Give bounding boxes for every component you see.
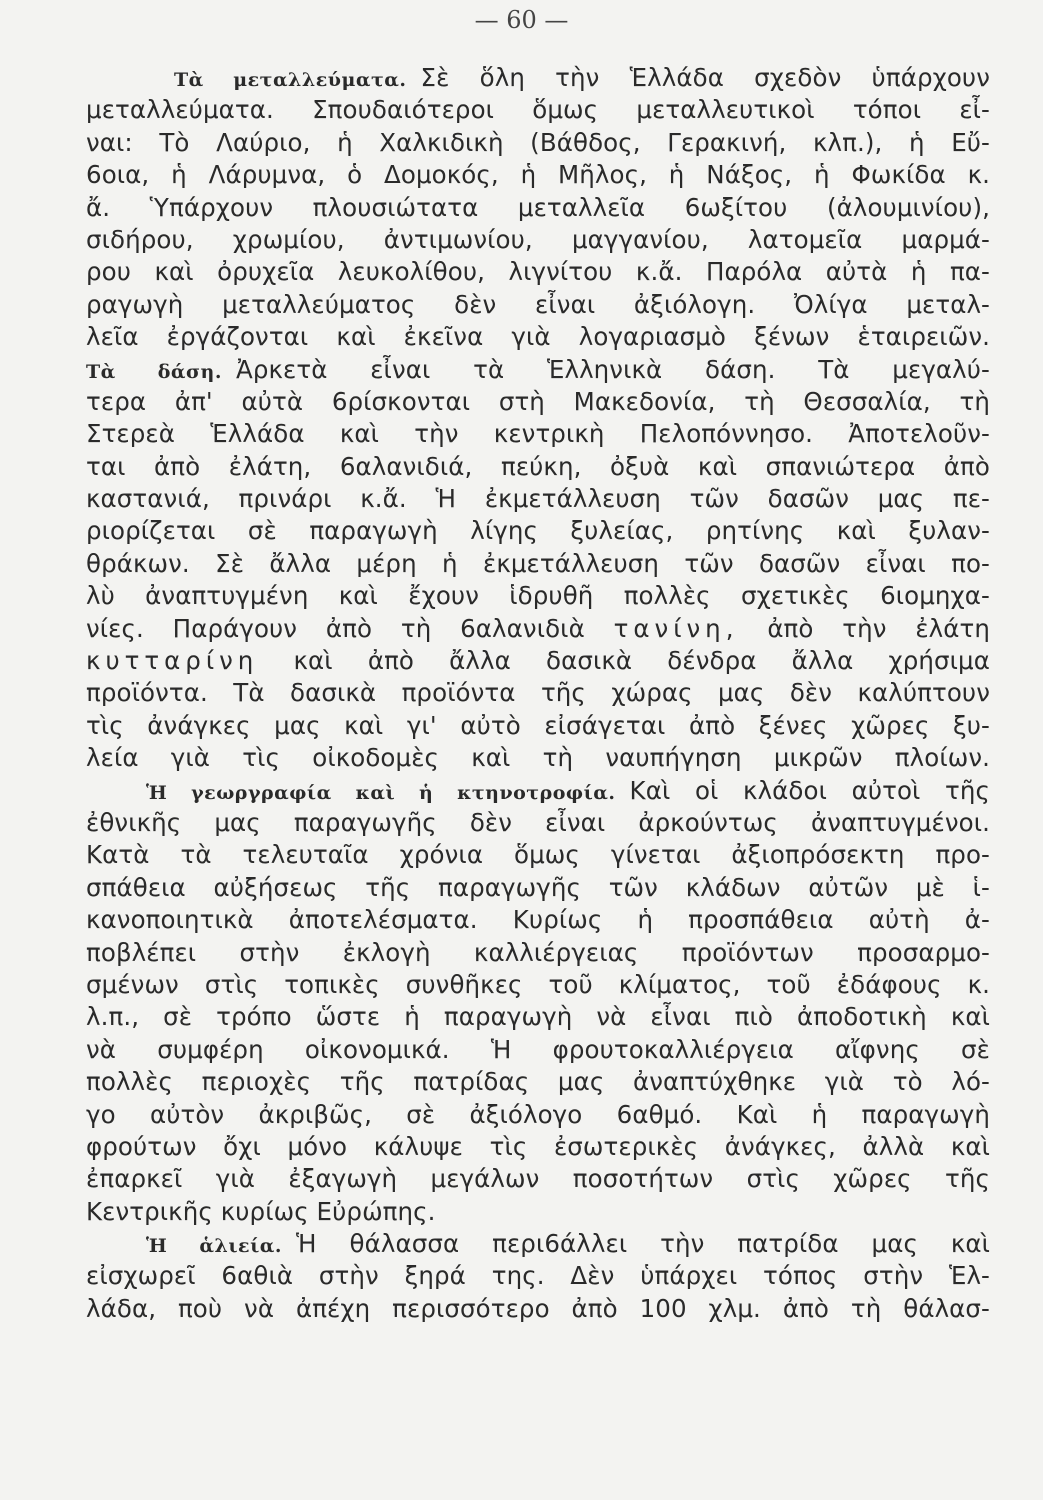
paragraph-agriculture bbox=[86, 775, 990, 1228]
text-line bbox=[86, 1228, 990, 1260]
text-line: λὺ ἀναπτυγμένη καὶ ἔχουν ἱδρυθῆ πολλὲς σχετικὲς 6ιομηχα- bbox=[86, 581, 990, 611]
text-line: προϊόντα. Τὰ δασικὰ προϊόντα τῆς χώρας μας δὲν καλύπτουν bbox=[86, 678, 990, 708]
page-number: — 60 — bbox=[474, 6, 569, 34]
text-run: Σὲ ὅλη τὴν Ἑλλάδα σχεδὸν ὑπάρχουν bbox=[420, 63, 990, 92]
text-line bbox=[86, 775, 990, 807]
text-run: Ἀρκετὰ εἶναι τὰ Ἑλληνικὰ δάση. Τὰ μεγαλύ- bbox=[235, 354, 990, 384]
text-line: σμένων στὶς τοπικὲς συνθῆκες τοῦ κλίματος, τοῦ ἐδάφους κ. bbox=[86, 969, 990, 999]
text-line: ναι: Τὸ Λαύριο, ἡ Χαλκιδικὴ (Βάθδος, Γερακινή, κλπ.), ἡ Εὔ- bbox=[86, 127, 990, 157]
text-line: φρούτων ὄχι μόνο κάλυψε τὶς ἐσωτερικὲς ἀνάγκες, ἀλλὰ καὶ bbox=[86, 1131, 990, 1161]
section-heading-mining: Τὰ μεταλλεύματα. bbox=[174, 69, 407, 91]
text-run: καὶ ἀπὸ ἄλλα δασικὰ δένδρα ἄλλα χρήσιμα bbox=[293, 646, 990, 676]
text-line: λ.π., σὲ τρόπο ὥστε ἡ παραγωγὴ νὰ εἶναι πιὸ ἀποδοτικὴ καὶ bbox=[86, 1002, 990, 1032]
text-line: λεῖα ἐργάζονται καὶ ἐκεῖνα γιὰ λογαριασμὸ ξένων ἑταιρειῶν. bbox=[86, 322, 990, 352]
paragraph-mining bbox=[86, 62, 990, 354]
paragraph-fishing bbox=[86, 1228, 990, 1325]
text-run: ἀπὸ τὴν ἐλάτη bbox=[767, 613, 991, 643]
section-heading-agriculture: Ἡ γεωργραφία καὶ ἡ κτηνοτροφία. bbox=[146, 781, 616, 804]
text-run: νίες. Παράγουν ἀπὸ τὴ 6αλανιδιὰ bbox=[86, 613, 585, 643]
text-line: ἐπαρκεῖ γιὰ ἐξαγωγὴ μεγάλων ποσοτήτων στὶς χῶρες τῆς bbox=[86, 1164, 990, 1194]
text-line: Κατὰ τὰ τελευταῖα χρόνια ὅμως γίνεται ἀξιοπρόσεκτη προ- bbox=[86, 840, 990, 870]
text-run: Καὶ οἱ κλάδοι αὐτοὶ τῆς bbox=[629, 775, 991, 805]
text-line: πολλὲς περιοχὲς τῆς πατρίδας μας ἀναπτύχθηκε γιὰ τὸ λό- bbox=[86, 1067, 990, 1097]
text-line: μεταλλεύματα. Σπουδαιότεροι ὅμως μεταλλευτικοὶ τόποι εἶ- bbox=[86, 95, 990, 125]
text-line: εἰσχωρεῖ 6αθιὰ στὴν ξηρά της. Δὲν ὑπάρχει τόπος στὴν Ἑλ- bbox=[86, 1261, 990, 1291]
text-line bbox=[86, 354, 990, 386]
text-line: καστανιά, πρινάρι κ.ἄ. Ἡ ἐκμετάλλευση τῶν δασῶν μας πε- bbox=[86, 484, 990, 514]
text-line: ραγωγὴ μεταλλεύματος δὲν εἶναι ἀξιόλογη. Ὀλίγα μεταλ- bbox=[86, 289, 990, 319]
text-line: σιδήρου, χρωμίου, ἀντιμωνίου, μαγγανίου, λατομεῖα μαρμά- bbox=[86, 224, 990, 254]
text-line: Κεντρικῆς κυρίως Εὐρώπης. bbox=[86, 1196, 436, 1226]
text-line: ται ἀπὸ ἐλάτη, 6αλανιδιά, πεύκη, ὀξυὰ καὶ σπανιώτερα ἀπὸ bbox=[86, 451, 990, 481]
text-line: τερα ἀπ' αὐτὰ 6ρίσκονται στὴ Μακεδονία, τὴ Θεσσαλία, τὴ bbox=[86, 386, 990, 416]
text-line: νὰ συμφέρη οἰκονομικά. Ἡ φρουτοκαλλιέργεια αἴφνης σὲ bbox=[86, 1034, 990, 1064]
text-line: γο αὐτὸν ἀκριβῶς, σὲ ἀξιόλογο 6αθμό. Καὶ ἡ παραγωγὴ bbox=[86, 1099, 990, 1129]
text-line: θράκων. Σὲ ἄλλα μέρη ἡ ἐκμετάλλευση τῶν δασῶν εἶναι πο- bbox=[86, 548, 990, 578]
text-line: 6οια, ἡ Λάρυμνα, ὁ Δομοκός, ἡ Μῆλος, ἡ Νάξος, ἡ Φωκίδα κ. bbox=[86, 160, 990, 190]
text-line: ρου καὶ ὀρυχεῖα λευκολίθου, λιγνίτου κ.ἄ. Παρόλα αὐτὰ ἡ πα- bbox=[86, 257, 990, 287]
text-line: ποβλέπει στὴν ἐκλογὴ καλλιέργειας προϊόντων προσαρμο- bbox=[86, 937, 990, 967]
term-kyttarini: κυτταρίνη bbox=[86, 646, 259, 676]
term-tannin: τανίνη, bbox=[613, 613, 739, 643]
section-heading-fishing: Ἡ ἁλιεία. bbox=[146, 1235, 283, 1258]
text-line: λεία γιὰ τὶς οἰκοδομὲς καὶ τὴ ναυπήγηση μικρῶν πλοίων. bbox=[86, 743, 990, 773]
text-line bbox=[86, 62, 990, 94]
text-line: κανοποιητικὰ ἀποτελέσματα. Κυρίως ἡ προσπάθεια αὐτὴ ἀ- bbox=[86, 905, 990, 935]
text-line: ἐθνικῆς μας παραγωγῆς δὲν εἶναι ἀρκούντως ἀναπτυγμένοι. bbox=[86, 807, 990, 837]
text-line: λάδα, ποὺ νὰ ἀπέχη περισσότερο ἀπὸ 100 χλμ. ἀπὸ τὴ θάλασ- bbox=[86, 1293, 990, 1323]
text-line: ἄ. Ὑπάρχουν πλουσιώτατα μεταλλεῖα 6ωξίτου (ἀλουμινίου), bbox=[86, 192, 990, 222]
text-line bbox=[86, 645, 990, 677]
paragraph-forests bbox=[86, 354, 990, 775]
text-line bbox=[86, 613, 990, 645]
page-body bbox=[86, 62, 990, 1325]
text-line: Στερεὰ Ἑλλάδα καὶ τὴν κεντρικὴ Πελοπόννησο. Ἀποτελοῦν- bbox=[86, 419, 990, 449]
text-line: σπάθεια αὐξήσεως τῆς παραγωγῆς τῶν κλάδων αὐτῶν μὲ ἱ- bbox=[86, 872, 990, 902]
text-line: ριορίζεται σὲ παραγωγὴ λίγης ξυλείας, ρητίνης καὶ ξυλαν- bbox=[86, 516, 990, 546]
text-line: τὶς ἀνάγκες μας καὶ γι' αὐτὸ εἰσάγεται ἀπὸ ξένες χῶρες ξυ- bbox=[86, 710, 990, 740]
section-heading-forests: Τὰ δάση. bbox=[86, 360, 222, 383]
text-run: Ἡ θάλασσα περι6άλλει τὴν πατρίδα μας καὶ bbox=[296, 1229, 990, 1259]
